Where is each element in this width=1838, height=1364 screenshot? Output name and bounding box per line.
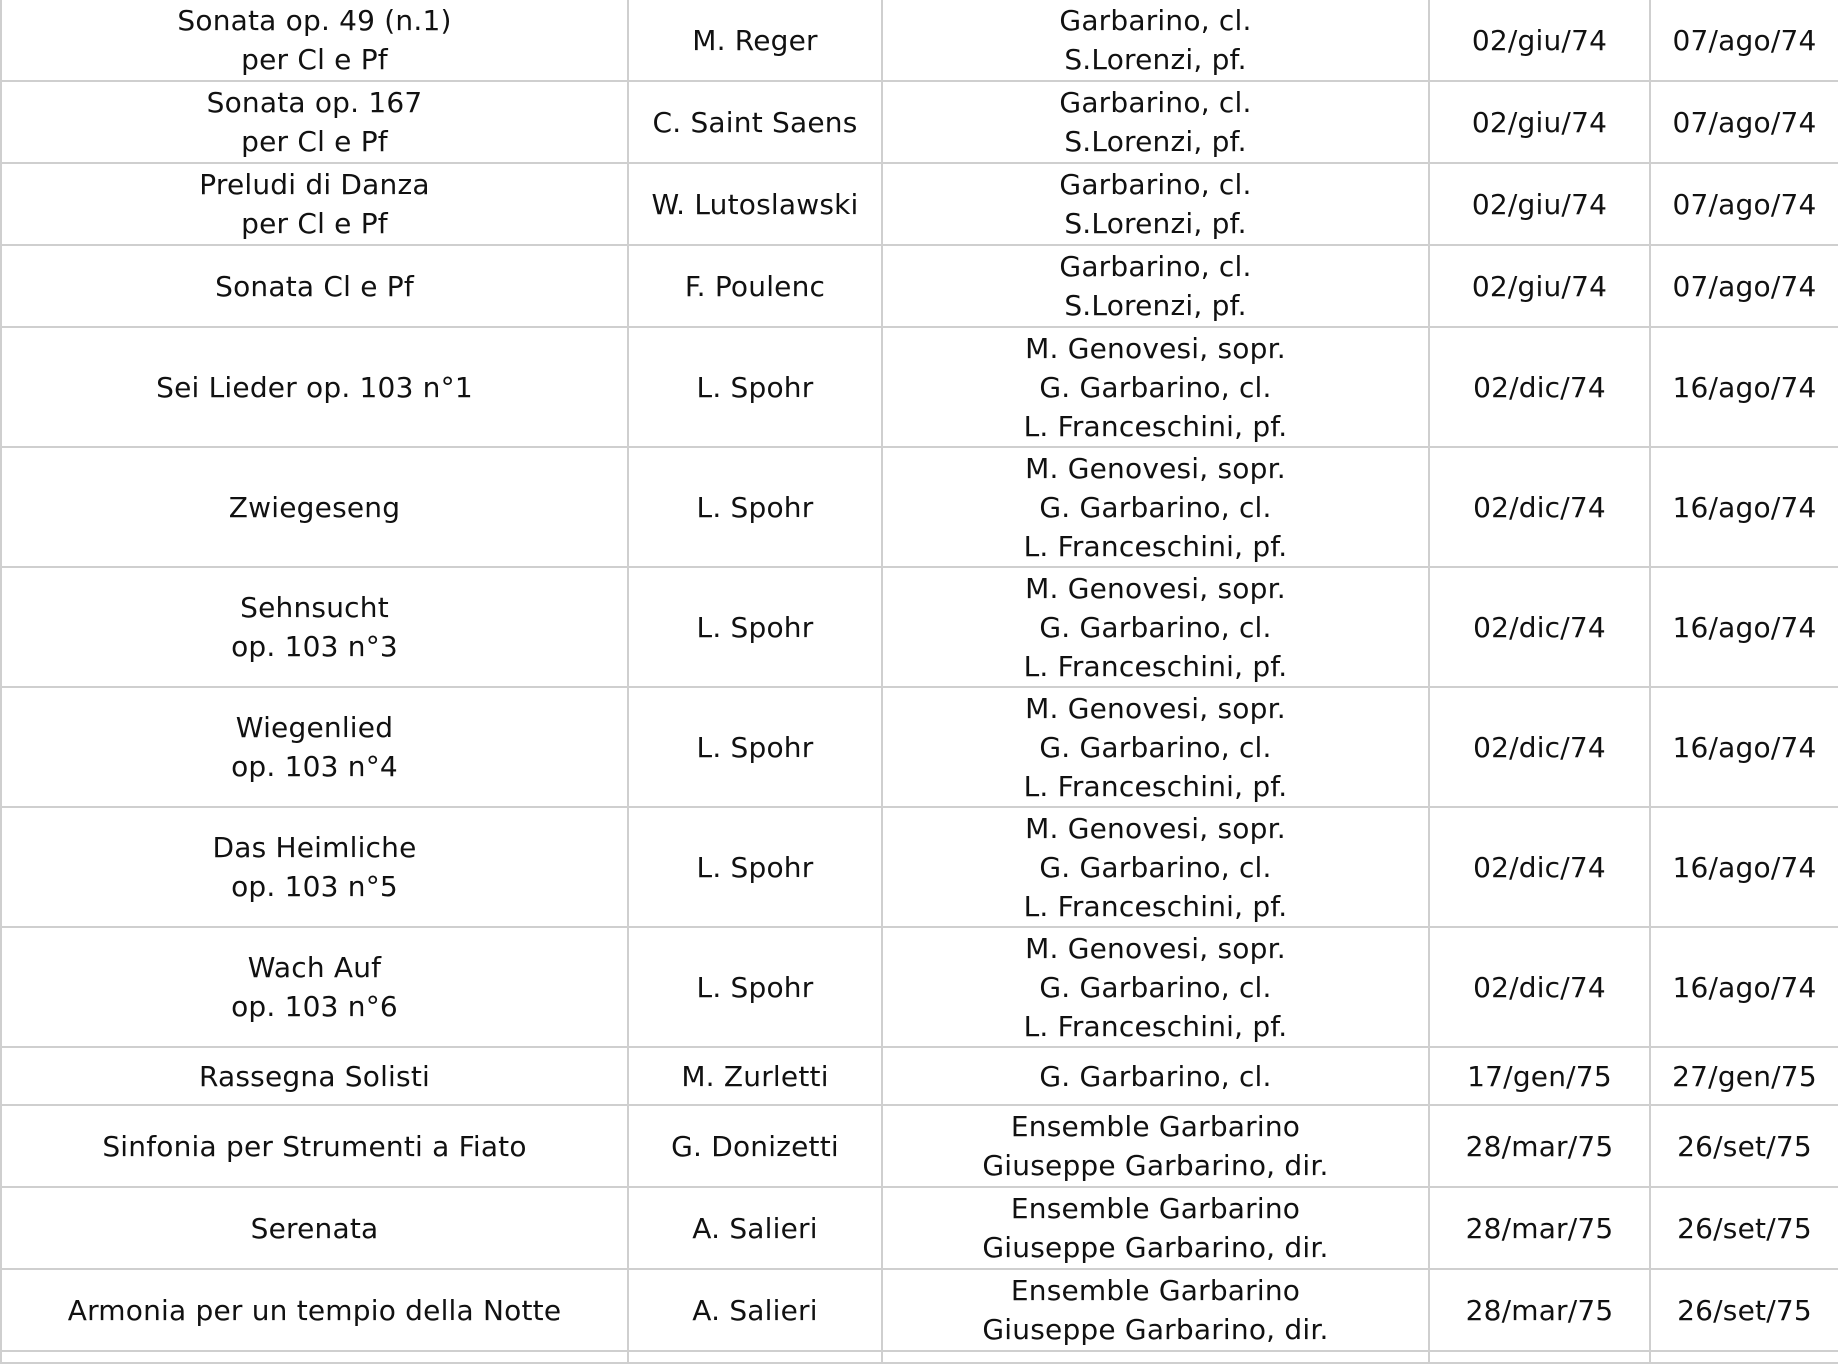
- table-row: [1, 1105, 1838, 1187]
- date-cell: 02/dic/74: [1429, 927, 1650, 1047]
- work-title-line: op. 103 n°5: [231, 870, 398, 903]
- work-title-line: op. 103 n°3: [231, 630, 398, 663]
- work-title-line: Wiegenlied: [235, 711, 394, 744]
- performers-cell: [882, 163, 1429, 245]
- performers-cell: [882, 0, 1429, 81]
- performer-line: G. Garbarino, cl.: [1039, 370, 1272, 404]
- composer-cell: L. Spohr: [628, 567, 882, 687]
- table-row: [1, 927, 1838, 1047]
- performer-line: G. Garbarino, cl.: [1039, 1059, 1272, 1093]
- date-cell: 16/ago/74: [1650, 807, 1838, 927]
- work-title-line: Zwiegeseng: [228, 490, 401, 524]
- performers-cell: [882, 687, 1429, 807]
- date-cell: 26/set/75: [1650, 1105, 1838, 1187]
- performers-cell: [882, 1105, 1429, 1187]
- work-cell: [1, 567, 628, 687]
- performer-line: M. Genovesi, sopr.: [1025, 451, 1286, 485]
- performer-line: Garbarino, cl.: [1059, 168, 1252, 201]
- empty-cell: [1650, 1351, 1838, 1363]
- work-cell: [1, 807, 628, 927]
- performer-line: S.Lorenzi, pf.: [1064, 125, 1247, 158]
- performer-line: M. Genovesi, sopr.: [1025, 931, 1286, 965]
- performer-line: Giuseppe Garbarino, dir.: [982, 1313, 1329, 1346]
- performer-line: G. Garbarino, cl.: [1039, 490, 1272, 524]
- table-row: [1, 163, 1838, 245]
- performer-line: L. Franceschini, pf.: [1023, 649, 1288, 683]
- date-cell: 26/set/75: [1650, 1269, 1838, 1351]
- date-cell: 02/giu/74: [1429, 81, 1650, 163]
- table-row: [1, 447, 1838, 567]
- performer-line: L. Franceschini, pf.: [1023, 889, 1288, 923]
- performer-line: G. Garbarino, cl.: [1039, 970, 1272, 1004]
- performer-line: G. Garbarino, cl.: [1039, 850, 1272, 884]
- performer-line: Ensemble Garbarino: [1010, 1192, 1301, 1225]
- performers-cell: [882, 447, 1429, 567]
- performer-line: L. Franceschini, pf.: [1023, 769, 1288, 803]
- empty-cell: [882, 1351, 1429, 1363]
- performer-line: Giuseppe Garbarino, dir.: [982, 1149, 1329, 1182]
- performer-line: S.Lorenzi, pf.: [1064, 207, 1247, 240]
- date-cell: 16/ago/74: [1650, 447, 1838, 567]
- performer-line: L. Franceschini, pf.: [1023, 409, 1288, 443]
- performers-cell: [882, 81, 1429, 163]
- composer-cell: M. Zurletti: [628, 1047, 882, 1105]
- work-title-line: Sonata op. 167: [206, 86, 423, 119]
- performer-line: L. Franceschini, pf.: [1023, 1009, 1288, 1043]
- work-cell: [1, 0, 628, 81]
- date-cell: 28/mar/75: [1429, 1187, 1650, 1269]
- table-row: [1, 81, 1838, 163]
- date-cell: 28/mar/75: [1429, 1105, 1650, 1187]
- date-cell: 02/giu/74: [1429, 0, 1650, 81]
- composer-cell: C. Saint Saens: [628, 81, 882, 163]
- date-cell: 07/ago/74: [1650, 0, 1838, 81]
- empty-cell: [1, 1351, 628, 1363]
- work-title-line: Sinfonia per Strumenti a Fiato: [102, 1129, 527, 1163]
- work-title-line: Serenata: [250, 1211, 379, 1245]
- performers-cell: [882, 245, 1429, 327]
- work-title-line: Armonia per un tempio della Notte: [67, 1293, 562, 1327]
- performers-cell: [882, 927, 1429, 1047]
- composer-cell: F. Poulenc: [628, 245, 882, 327]
- performers-cell: [882, 1269, 1429, 1351]
- performer-line: M. Genovesi, sopr.: [1025, 691, 1286, 725]
- work-title-line: per Cl e Pf: [241, 43, 388, 76]
- date-cell: 27/gen/75: [1650, 1047, 1838, 1105]
- date-cell: 07/ago/74: [1650, 163, 1838, 245]
- performers-cell: [882, 1047, 1429, 1105]
- performer-line: Giuseppe Garbarino, dir.: [982, 1231, 1329, 1264]
- date-cell: 02/dic/74: [1429, 687, 1650, 807]
- composer-cell: M. Reger: [628, 0, 882, 81]
- performer-line: Garbarino, cl.: [1059, 250, 1252, 283]
- empty-cell: [628, 1351, 882, 1363]
- work-title-line: op. 103 n°4: [231, 750, 398, 783]
- work-cell: [1, 1269, 628, 1351]
- performer-line: M. Genovesi, sopr.: [1025, 331, 1286, 365]
- performer-line: S.Lorenzi, pf.: [1064, 43, 1247, 76]
- table-row-partial: [1, 1351, 1838, 1363]
- date-cell: 07/ago/74: [1650, 245, 1838, 327]
- date-cell: 26/set/75: [1650, 1187, 1838, 1269]
- performer-line: Ensemble Garbarino: [1010, 1274, 1301, 1307]
- composer-cell: L. Spohr: [628, 687, 882, 807]
- work-title-line: Rassegna Solisti: [199, 1059, 430, 1093]
- date-cell: 16/ago/74: [1650, 927, 1838, 1047]
- work-cell: [1, 245, 628, 327]
- composer-cell: G. Donizetti: [628, 1105, 882, 1187]
- date-cell: 02/dic/74: [1429, 567, 1650, 687]
- performer-line: Garbarino, cl.: [1059, 4, 1252, 37]
- performer-line: L. Franceschini, pf.: [1023, 529, 1288, 563]
- work-cell: [1, 327, 628, 447]
- date-cell: 17/gen/75: [1429, 1047, 1650, 1105]
- composer-cell: L. Spohr: [628, 447, 882, 567]
- empty-cell: [1429, 1351, 1650, 1363]
- table-row: [1, 687, 1838, 807]
- work-title-line: Sei Lieder op. 103 n°1: [156, 370, 473, 404]
- performers-cell: [882, 1187, 1429, 1269]
- work-title-line: per Cl e Pf: [241, 207, 388, 240]
- table-row: [1, 567, 1838, 687]
- table-row: [1, 1269, 1838, 1351]
- work-cell: [1, 81, 628, 163]
- performer-line: M. Genovesi, sopr.: [1025, 571, 1286, 605]
- work-title-line: per Cl e Pf: [241, 125, 388, 158]
- composer-cell: W. Lutoslawski: [628, 163, 882, 245]
- table-row: [1, 327, 1838, 447]
- composer-cell: L. Spohr: [628, 927, 882, 1047]
- date-cell: 02/giu/74: [1429, 245, 1650, 327]
- performers-cell: [882, 807, 1429, 927]
- composer-cell: A. Salieri: [628, 1187, 882, 1269]
- date-cell: 16/ago/74: [1650, 327, 1838, 447]
- date-cell: 02/dic/74: [1429, 327, 1650, 447]
- date-cell: 02/dic/74: [1429, 807, 1650, 927]
- performer-line: Ensemble Garbarino: [1010, 1110, 1301, 1143]
- composer-cell: L. Spohr: [628, 327, 882, 447]
- table-row: [1, 245, 1838, 327]
- work-title-line: op. 103 n°6: [231, 990, 398, 1023]
- date-cell: 07/ago/74: [1650, 81, 1838, 163]
- performer-line: S.Lorenzi, pf.: [1064, 289, 1247, 322]
- table-row: [1, 807, 1838, 927]
- work-cell: [1, 1105, 628, 1187]
- composer-cell: A. Salieri: [628, 1269, 882, 1351]
- table-row: [1, 1047, 1838, 1105]
- work-title-line: Das Heimliche: [212, 831, 417, 864]
- work-cell: [1, 687, 628, 807]
- table-row: [1, 1187, 1838, 1269]
- work-title-line: Preludi di Danza: [199, 168, 430, 201]
- work-cell: [1, 447, 628, 567]
- performer-line: G. Garbarino, cl.: [1039, 610, 1272, 644]
- performer-line: G. Garbarino, cl.: [1039, 730, 1272, 764]
- performers-cell: [882, 567, 1429, 687]
- date-cell: 16/ago/74: [1650, 567, 1838, 687]
- work-title-line: Sonata Cl e Pf: [215, 269, 414, 303]
- performer-line: M. Genovesi, sopr.: [1025, 811, 1286, 845]
- composer-cell: L. Spohr: [628, 807, 882, 927]
- performer-line: Garbarino, cl.: [1059, 86, 1252, 119]
- work-cell: [1, 927, 628, 1047]
- date-cell: 02/dic/74: [1429, 447, 1650, 567]
- performers-cell: [882, 327, 1429, 447]
- date-cell: 28/mar/75: [1429, 1269, 1650, 1351]
- table-row: [1, 0, 1838, 81]
- work-cell: [1, 1047, 628, 1105]
- date-cell: 02/giu/74: [1429, 163, 1650, 245]
- work-title-line: Sehnsucht: [240, 591, 389, 624]
- work-title-line: Wach Auf: [247, 951, 382, 984]
- date-cell: 16/ago/74: [1650, 687, 1838, 807]
- work-title-line: Sonata op. 49 (n.1): [177, 4, 452, 37]
- work-cell: [1, 163, 628, 245]
- work-cell: [1, 1187, 628, 1269]
